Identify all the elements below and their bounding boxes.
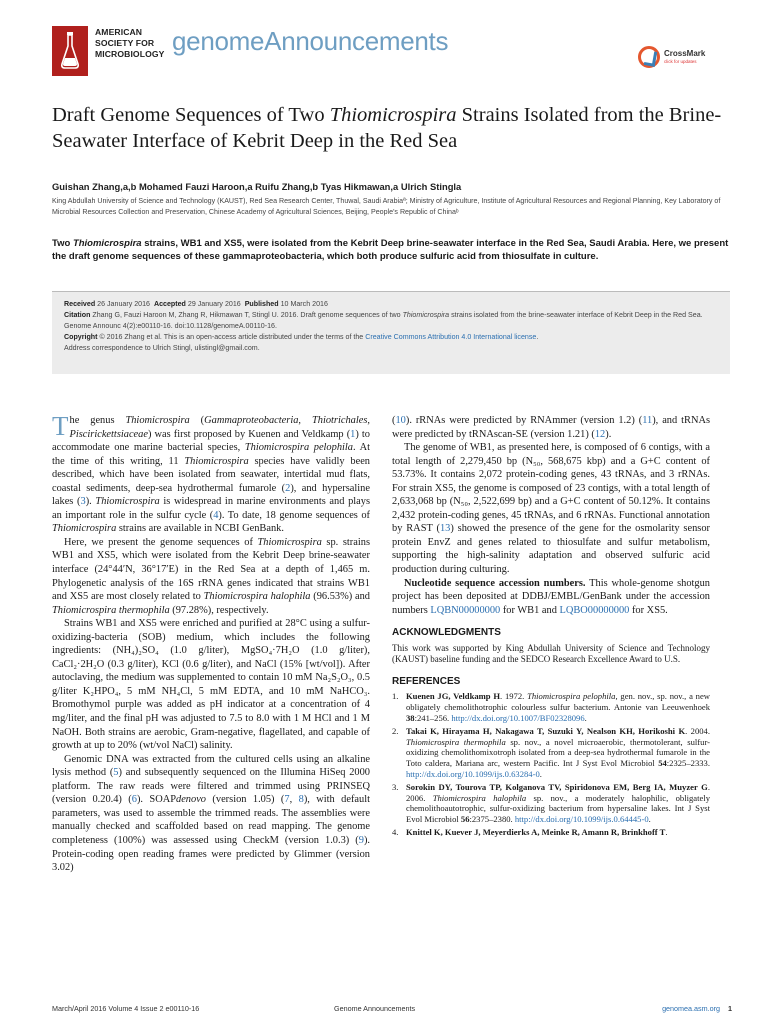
text: (version 1.05) ( [206,794,285,806]
ref-link[interactable]: 8 [298,794,304,806]
reference-item [392,782,710,825]
drop-cap: T [52,411,69,441]
text: strains are available in NCBI GenBank. [116,523,284,535]
taxon-name: Thiotrichales [311,415,368,426]
author-list: Guishan Zhang,a,b Mohamed Fauzi Haroon,a Ruifu Zhang,b Tyas Hikmawan,a Ulrich Stingla [52,181,462,192]
paragraph-accession [392,577,710,618]
text: , gen. nov., sp. nov., a new obligately chemolithotrophic colourless sulfur bacterium. Antonie van Leeuwenhoek [406,691,711,713]
ref-authors: Knittel K, Kuever J, Meyerdierks A, Meinke R, Amann R, Brinkhoff T [406,827,666,838]
copyright-text: © 2016 Zhang et al. This is an open-access article distributed under the terms of the [99,333,366,342]
ref-italic: Thiomicrospira thermophila [406,736,506,747]
article-info-box [52,291,730,374]
text: Here, we present the genome sequences of [64,536,258,548]
issue-info: March/April 2016 Volume 4 Issue 2 e00110-16 [52,1004,200,1013]
abstract [52,237,732,264]
affiliations: King Abdullah University of Science and Technology (KAUST), Red Sea Research Center, Thuwal, Saudi Arabiaª; Ministry of Agriculture, Institute of Agricultural Resources and Regional Planning, Key Laboratory of Microbial Resources Collection and Preservation, Chinese Academy of Agricultural Sciences, Beijing, People's Republic of Chinaᵇ [52,197,721,216]
crossmark-badge[interactable] [638,38,748,74]
ref-authors: Takai K, Hirayama H, Nakagawa T, Suzuki Y, Nealson KH, Horikoshi K [406,725,686,736]
text: (97.28%), respectively. [169,604,269,616]
accession-link[interactable]: LQBO00000000 [559,604,630,616]
text: :2325–2333. [666,758,710,769]
citation-text: Zhang G, Fauzi Haroon M, Zhang R, Hikmawan T, Stingl U. 2016. Draft genome sequences of two [92,311,403,320]
abstract-text: strains, WB1 and XS5, were isolated from the Kebrit Deep brine-seawater interface in the Red Sea, Saudi Arabia. Here, we present the draft genome sequences of these gammaproteobacteria, which both produce sulfuric acid from thiosulfate in culture. [52,238,729,263]
text: . [648,814,651,825]
received-date: 26 January 2016 [97,300,150,308]
text: ), and tRNAs were predicted by tRNAscan-SE (version 1.21) ( [392,415,710,440]
body-column-left [52,411,371,875]
paragraph-medium: Strains WB1 and XS5 were enriched and purified at 28°C using a sulfur-oxidizing-bacteria (SOB) medium, which includes the following ingredients: (NH₄)₂SO₄ (1.0 g/liter), MgSO₄·7H₂O (1.0 g/liter), CaCl₂·2H₂O (0.3 g/liter), KCl (0.6 g/liter), and NaCl (15% [wt/vol]). After autoclaving, the medium was supplemented to contain 10 mM Na₂S₂O₃, 0.5 g/liter K₂HPO₄, 5 mM NH₄Cl, 5 mM EDTA, and 10 mM NaHCO₃. Bromothymol purple was added as pH indicator at a concentration of 4 mg/liter, and the final pH was adjusted to 7.5 to 8.0 with 1 M HCl and 1 M NaOH. Both strains are aerobic, Gram-negative, flagellated, and capable of growth at up to 20% (wt/vol NaCl) salinity. [52,618,370,752]
text: This whole-genome shotgun project has been deposited at DDBJ/EMBL/GenBank under the accession numbers [392,577,710,616]
taxon-name: Piscirickettsiaceae [69,428,148,440]
title-text: Strains Isolated from the Brine-Seawater Interface of Kebrit Deep in the Red Sea [52,104,722,152]
taxon-name: Gammaproteobacteria [204,415,299,426]
text: ). [605,428,612,440]
doi-link[interactable]: http://dx.doi.org/10.1099/ijs.0.63284-0 [406,769,540,780]
reference-item [392,726,710,780]
species-name: Thiomicrospira [257,536,322,548]
doi-link[interactable]: http://dx.doi.org/10.1099/ijs.0.64445-0 [514,814,649,825]
copyright-text: . [536,333,539,342]
ref-link[interactable]: 2 [285,482,291,494]
reference-item [392,827,710,838]
text: for XS5. [629,604,668,616]
text: ) to accommodate one marine bacterial species, [52,428,370,454]
acknowledgments-heading: ACKNOWLEDGMENTS [392,627,501,639]
flask-icon [60,32,80,70]
text: . At the time of this writing, 11 [52,442,371,467]
text: ) was first proposed by Kuenen and Veldkamp ( [147,428,351,440]
abstract-text: Two [52,238,73,249]
species-name: Thiomicrospira thermophila [52,604,170,616]
text: The genome of WB1, as presented here, is composed of 6 contigs, with a total length of 2,279,450 bp (N₅₀, 568,675 kbp) and a G+C content of 53.73%. It contains 2,072 protein-coding genes, 43 tRNAs, and 3 rRNAs. For strain XS5, the genome is composed of 23 contigs, with a total length of 2,633,068 bp (N₅₀, 2,522,699 bp) and a G+C content of 50.12%. It contains 2,432 protein-coding genes, 45 tRNAs, and 6 rRNAs. Functional annotation by RAST ( [392,442,710,535]
title-text: Draft Genome Sequences of Two [52,104,330,126]
ref-link[interactable]: 7 [284,794,290,806]
ref-number: 2. [392,725,399,736]
paragraph-intro [52,411,371,536]
paragraph-strains [52,536,370,617]
text: . [539,769,542,780]
ref-link[interactable]: 1 [350,428,356,440]
species-name: Thiomicrospira [52,523,117,535]
text: :241–256. [414,713,452,724]
text: sp. strains WB1 and XS5, which were isolated from the Kebrit Deep brine-seawater interface (24°44′N, 36°17′E) in the Red Sea at a depth of 1,465 m. Phylogenetic analysis of the 16S rRNA genes indicated that strains WB1 and XS5 are most closely related to [52,536,370,603]
text: he genus [69,415,126,426]
reference-list [392,691,710,837]
accepted-date: 29 January 2016 [187,300,241,308]
title-italic: Thiomicrospira [329,104,457,126]
ref-number: 4. [392,827,399,838]
abstract-italic: Thiomicrospira [72,238,142,249]
page-footer [52,1004,732,1016]
text: ). To date, 18 genome sequences of [218,509,370,521]
text: . [584,713,587,724]
paragraph-sequencing [52,753,370,875]
received-label: Received [64,300,96,308]
ref-volume: 56 [460,814,470,825]
text: , [298,415,312,426]
ref-authors: Kuenen JG, Veldkamp H [406,691,501,702]
article-title [52,102,732,154]
text: . 2006. [406,781,710,803]
ref-number: 3. [392,781,399,792]
published-label: Published [244,300,279,308]
text: Genomic DNA was extracted from the cultured cells using an alkaline lysis method ( [52,753,370,779]
citation-label: Citation [64,311,91,320]
society-line: SOCIETY FOR [95,38,155,49]
ref-link[interactable]: 5 [113,767,119,779]
society-name[interactable] [95,27,164,61]
text: species have validly been described, which have been isolated from seawater, intertidal mud flats, coastal sediments, deep-sea hydrothermal fumarole ( [52,455,370,494]
species-name: Thiomicrospira [95,496,160,508]
text: ). [85,496,96,508]
ref-italic: Thiomicrospira pelophila [527,691,616,702]
accession-heading: Nucleotide sequence accession numbers. [404,577,586,589]
text: sp. nov., a moderately halophilic, obligately chemolithoautotrophic, sulfur-oxidizing bacterium from hypersaline lakes. Int J Syst Evol Microbiol [406,792,710,825]
journal-name[interactable]: genomeAnnouncements [172,26,449,56]
ref-link[interactable]: 6 [131,794,137,806]
reference-item [392,691,710,723]
species-name: Thiomicrospira halophila [203,591,311,603]
citation-text: strains isolated from the brine-seawater interface of Kebrit Deep in the Red Sea. Genome Announc 4(2):e00110-16. doi:10.1128/genomeA.00110-16. [64,311,703,331]
society-line: MICROBIOLOGY [95,49,165,60]
text: . 1972. [500,691,528,702]
acknowledgments-text: This work was supported by King Abdullah University of Science and Technology (KAUST) baseline funding and the SEDCO Research Excellence Award to U.S. [392,642,710,665]
published-date: 10 March 2016 [280,300,328,308]
paragraph-genome [392,441,710,576]
society-line: AMERICAN [95,27,143,37]
dates-line [64,299,718,310]
ref-volume: 54 [658,758,667,769]
software-name: denovo [176,794,207,806]
text: is widespread in marine environments and plays an important role in the sulfur cycle ( [52,496,371,521]
text: for WB1 and [500,604,560,616]
ref-number: 1. [392,691,399,702]
accession-link[interactable]: LQBN00000000 [430,604,501,616]
ref-link[interactable]: 10 [395,415,406,426]
text: ). SOAP [136,794,176,806]
text: , [289,794,299,806]
text: ( [189,415,205,426]
accepted-label: Accepted [153,300,186,308]
footer-right [662,1004,732,1013]
citation-line [64,310,718,332]
ref-link[interactable]: 12 [594,428,606,440]
crossmark-icon [638,46,660,68]
text: (96.53%) and [310,591,370,603]
species-name: Thiomicrospira pelophila [244,442,353,454]
ref-italic: Thiomicrospira halophila [432,792,527,803]
page-number: 1 [728,1004,732,1013]
text: sp. nov., a novel microaerobic, thermotolerant, sulfur-oxidizing chemolithomixotroph isolated from a deep-sea hydrothermal fumarole in the Toto caldera, Mariana arc, western Pacific. Int J Syst Evol Microbiol [406,736,710,769]
ref-link[interactable]: 11 [642,415,653,426]
ref-link[interactable]: 13 [439,523,451,535]
text: ) and subsequently sequenced on the Illumina HiSeq 2000 platform. The raw reads were filtered and trimmed using PRINSEQ (version 0.20.4) ( [52,767,370,806]
journal-url-link[interactable]: genomea.asm.org [662,1004,720,1013]
text: . [665,827,668,838]
copyright-label: Copyright [64,333,98,342]
text: , [367,415,370,426]
ref-link[interactable]: 3 [80,496,86,508]
references-heading: REFERENCES [392,675,461,687]
species-name: Thiomicrospira [125,415,190,426]
citation-italic: Thiomicrospira [402,311,450,320]
journal-header [0,0,768,90]
species-name: Thiomicrospira [184,455,249,467]
doi-link[interactable]: http://dx.doi.org/10.1007/BF02328096 [451,713,585,724]
license-link[interactable]: Creative Commons Attribution 4.0 International license [365,333,537,342]
text: ), and hypersaline lakes ( [52,482,370,508]
text: ). rRNAs were predicted by RNAmmer (version 1.2) ( [405,415,643,426]
text: . 2004. [685,725,710,736]
journal-footer-name: Genome Announcements [334,1004,416,1013]
text: ), with default parameters, was used to assemble the trimmed reads. The assemblies were manually checked and scaffolded based on read mapping. The genome completeness (100%) was assessed using CheckM (version 1.0.3) ( [52,794,370,846]
paragraph-rna: (10). rRNAs were predicted by RNAmmer (version 1.2) (11), and tRNAs were predicted by tRNAscan-SE (version 1.21) (12). [392,415,710,440]
text: ). Protein-coding open reading frames were predicted by Glimmer (version 3.02) [52,834,370,874]
crossmark-label: CrossMark [664,49,706,58]
ref-link[interactable]: 4 [213,509,219,521]
text: ) showed the presence of the gene for the osmolarity sensor protein EnvZ and genes related to thiosulfate and sulfur metabolism, supporting the high-salinity adaptation and observed sulfuric acid production during culturing. [392,523,710,576]
ref-link[interactable]: 9 [358,834,364,846]
ref-authors: Sorokin DY, Tourova TP, Kolganova TV, Spiridonova EM, Berg IA, Muyzer G [406,781,708,792]
correspondence-line: Address correspondence to Ulrich Stingl, ulistingl@gmail.com. [64,344,260,353]
body-column-right [392,414,710,840]
crossmark-sublabel: click for updates [664,59,697,64]
copyright-line [64,332,718,343]
ref-volume: 38 [406,713,415,724]
text: :2375–2380. [469,814,515,825]
asm-logo[interactable] [52,26,88,76]
